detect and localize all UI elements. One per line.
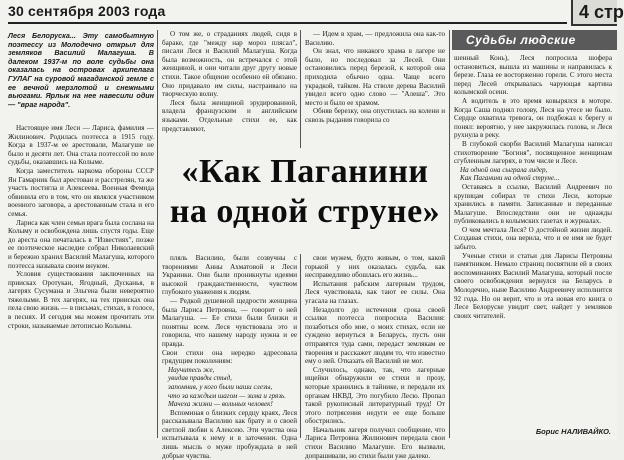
- header-rule: [8, 22, 567, 24]
- paragraph: Начальник лагеря получил сообщение, что Лариса Петровна Жилинович передала свои стихи Василию Малагуше. Его вызвали, допрашивали, но стихи были уже далеко.: [305, 425, 445, 460]
- column-rule: [300, 30, 301, 148]
- paragraph: А водитель в это время ковырялся в моторе. Когда Саша поднял голову, Леся на утесе не было. Сердце охватила тревога, он подбежал к берегу и понял: вероятно, у нее закружилась голова, и Леся рухнула в реку.: [454, 96, 612, 140]
- column-rule: [300, 254, 301, 438]
- article-column-3: [305, 30, 445, 148]
- article-column-1: [8, 124, 154, 436]
- paragraph: Случилось, однако, так, что лагерные ищейки обнаружили ее стихи и прозу, которые хранились в тайнике, и передали их органам НКВД. Это погубило Лесю. Пропал такой рукописный литературный труд! От этого потрясения недуги ее еще больше обострились.: [305, 365, 445, 426]
- article-lead: Леся Белоруска... Эту самобытную поэтессу из Молодечно открыл для земляков Василий Малагуша. В далеком 1937-м по воле судьбы она оказалась на островах архипелага ГУЛАГ на суровой магаданской земле с ее вечной мерзлотой и снежными вьюгами. Ярлык на нее навесили один — "враг народа".: [8, 31, 154, 109]
- paragraph: — Идем в храм, — предложила она как-то Василию.: [305, 30, 445, 47]
- column-rule: [157, 30, 158, 438]
- paragraph: Свои стихи она нередко адресовала грядущим поколениям:: [162, 348, 297, 366]
- poem-excerpt: Научитесь же, увидав правды стыд, запомнив, у кого были наши слезы, что за каждым шагом — зима и грязь. Мачеха жизни — вольных человек!: [168, 365, 286, 409]
- paragraph: Настоящее имя Леси — Лариса, фамилия — Жилинович. Родилась поэтесса в 1915 году. Когда в 1937-м ее арестовали, Малагуше не было и десяти лет. Она стала поэтессой по воле судьбы, оказавшись на Колыме.: [8, 124, 154, 167]
- author-byline: Борис НАЛИВАЙКО.: [535, 427, 611, 436]
- paragraph: Оставаясь в ссылке, Василий Андреевич по крупицам собирал те стихи Леси, которые хранились в памяти. Записанные и переданные Малагуше. Впоследствии они не однажды публиковались в колымских газетах и журналах.: [454, 182, 612, 226]
- article-column-4: [454, 54, 612, 438]
- paragraph: Обняв березку, она опустилась на колени и сквозь рыдания говорила со: [305, 107, 445, 124]
- issue-date: 30 сентября 2003 года: [8, 3, 166, 19]
- poem-excerpt: На одной она сыграла лидер, Как Паганини на одной струне...: [460, 165, 560, 183]
- article-column-3-lower: [305, 254, 445, 460]
- section-banner: Судьбы людские: [452, 30, 617, 50]
- paragraph: свои мужем, будто живым, о том, какой горькой у них оказалась судьба, как несправедливо обошлась его жизнь...: [305, 254, 445, 280]
- article-headline: «Как Паганини на одной струне»: [169, 153, 441, 230]
- paragraph: пляль Василию, были созвучны с творениями Анны Ахматовой и Леси Украинки. Они были проникнуты идеями высокой гражданственности, чувством глубокого уважения к людям.: [162, 254, 297, 297]
- paragraph: Он знал, что никакого храма в лагере не было, но последовал за Лесей. Они остановились перед березой, к которой она приходила обычно одна. Чаще всего украдкой, тайком. На стволе дерева Василий увидел всего одно слово — "Алеша". Это место и было ее храмом.: [305, 47, 445, 107]
- paragraph: шенный Конь), Леся попросила шофера остановиться, вышла из машины и направилась к березе. Глаза ее восторженно горели. С этого места перед Лесей открывалась чарующая картина колымской осени.: [454, 54, 612, 97]
- paragraph: Условия существования заключенных на приисках Оротукан, Ягодный, Дусканья, в лагерях Сусумана и Эльгена были невероятно тяжелыми. В тех лагерях, на тех приисках она пела свою жизнь — в письмах, стихах, в голосе, в песнях. И сегодня мы можем прочитать эти строки, называемые летописью Колымы.: [8, 270, 154, 330]
- paragraph: Ученые стихи и статьи для Ларисы Петровны памятником. Немало страниц посвятили ей в своих воспоминаниях Василий Малагуша, который после своего освобождения вернулся на Беларусь в Молодечно, ныне Василию Андреевичу исполнится 92 года. Но он верит, что и эта новая его книга о Лесе Белоруске увидит свет, найдет у земляков своих читателей.: [454, 251, 612, 320]
- paragraph: Лариса как член семьи врага была сослана на Колыму и освобождена лишь спустя годы. Еще до ареста она печаталась в "Известиях", позже ее поэтическое наследие собрал Николаевский и бережно хранил Василий Малагуша, которого поэтесса называла своим внуком.: [8, 218, 154, 270]
- paragraph: Незадолго до истечения срока своей ссылки поэтесса попросила Василия: позаботься обо мне, о моих стихах, если не суждено вернуться в Беларусь, пусть они отправятся туда сами, передаст землякам ее творения и расскажет людям то, что известно ему о ней. Отказать ей Василий не мог.: [305, 305, 445, 366]
- article-column-2: [162, 30, 297, 148]
- paragraph: О том же, о страданиях людей, сидя в бараке, где "между нар мороз плясал", писали Леся и Василий Малагуша. Когда была возможность, он встречался с этой женщиной, и они читали друг другу новые стихи. Такое общение особенно ей обязано. Оно придавало им силы, настраивало на творческую волну.: [162, 30, 297, 99]
- paragraph: Когда заместитель наркома обороны СССР Ян Гамарник был арестован и расстрелян, та же участь постигла и Алексеева. Военная Фемида обвинила его в том, что он являлся участником военного заговора, а арестованным стала и его семья.: [8, 166, 154, 218]
- paragraph: Вспоминая о близких сердцу краях, Леся рассказывала Василию как брату и о своей светлой любви к Алексею. Эти чувства она испытывала к нему и в заточении. Одна лишь мысль о муже пробуждала в ней добрые чувства.: [162, 408, 297, 460]
- paragraph: В глубокой скорби Василий Малагуша написал стихотворение "Богиня", посвященное женщинам сгубленным лагерях, в том числе и Лесе.: [454, 139, 612, 166]
- paragraph: — Редкой душевной щедрости женщина была Лариса Петровна, — говорит о ней Малагуша. — Ее стихи были близки и понятны всем. Леся чувствовала это и говорила, что нашему народу нужна и ее правда.: [162, 296, 297, 348]
- paragraph: О чем мечтала Леся? О достойной жизни людей. Создавая стихи, она верила, что и ее имя не будет забыто.: [454, 225, 612, 252]
- paragraph: Леся была женщиной эрудированной, владела французским и английским языками. Отдельные стихи ее, как представляют,: [162, 98, 297, 133]
- article-column-2-lower: [162, 254, 297, 460]
- page-number: 4 стр: [571, 0, 617, 26]
- paragraph: Испытания рабским лагерным трудом, Леся чувствовала, как тают ее силы. Она угасала на глазах.: [305, 279, 445, 305]
